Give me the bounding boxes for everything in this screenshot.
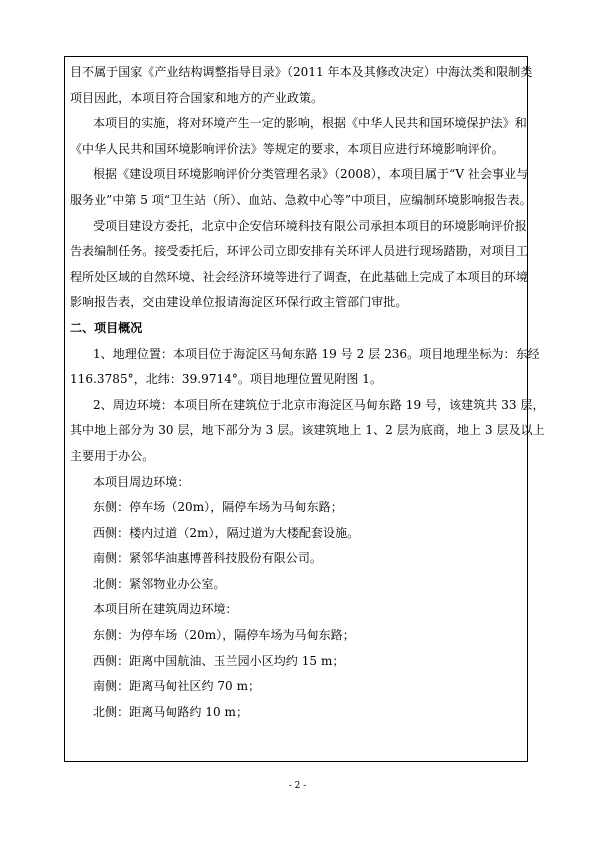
paragraph-line: 项目因此，本项目符合国家和地方的产业政策。 [70,90,324,105]
paragraph-line: 服务业”中第 5 项“卫生站（所）、血站、急救中心等”中项目，应编制环境影响报告表。 [70,192,532,207]
paragraph-line: 南侧：紧邻华油惠博普科技股份有限公司。 [93,551,322,566]
paragraph-line: 北侧：距离马甸路约 10 m； [93,704,249,719]
paragraph-line: 西侧：楼内过道（2m），隔过道为大楼配套设施。 [93,525,360,540]
document-body [70,60,545,725]
paragraph-line: 116.3785°，北纬：39.9714°。项目地理位置见附图 1。 [70,372,383,387]
paragraph-line: 其中地上部分为 30 层，地下部分为 3 层。该建筑地上 1、2 层为底商，地上 3 层及以上 [70,423,545,438]
paragraph-line: 东侧：停车场（20m），隔停车场为马甸东路； [93,500,343,515]
paragraph-line: 程所处区域的自然环境、社会经济环境等进行了调查，在此基础上完成了本项目的环境 [70,269,528,284]
section-heading: 二、项目概况 [70,320,143,335]
paragraph-line: 主要用于办公。 [70,448,155,463]
page-number: - 2 - [288,781,307,791]
paragraph-line: 本项目周边环境： [93,474,190,489]
paragraph-line: 本项目的实施，将对环境产生一定的影响，根据《中华人民共和国环境保护法》和 [93,116,527,131]
paragraph-line: 告表编制任务。接受委托后，环评公司立即安排有关环评人员进行现场踏勘，对项目工 [70,244,528,259]
paragraph-line: 本项目所在建筑周边环境： [93,602,238,617]
paragraph-line: 2、周边环境：本项目所在建筑位于北京市海淀区马甸东路 19 号，该建筑共 33 层， [93,397,545,412]
paragraph-line: 《中华人民共和国环境影响评价法》等规定的要求，本项目应进行环境影响评价。 [70,141,504,156]
paragraph-line: 北侧：紧邻物业办公室。 [93,576,226,591]
paragraph-line: 受项目建设方委托，北京中企安信环境科技有限公司承担本项目的环境影响评价报 [93,218,527,233]
paragraph-line: 西侧：距离中国航油、玉兰园小区均约 15 m； [93,653,345,668]
paragraph-line: 南侧：距离马甸社区约 70 m； [93,679,261,694]
paragraph-line: 东侧：为停车场（20m），隔停车场为马甸东路； [93,628,355,643]
paragraph-line: 根据《建设项目环境影响评价分类管理名录》（2008），本项目属于“V 社会事业与 [93,167,529,182]
paragraph-line: 1、地理位置：本项目位于海淀区马甸东路 19 号 2 层 236。项目地理坐标为：东经 [93,346,540,361]
paragraph-line: 目不属于国家《产业结构调整指导目录》（2011 年本及其修改决定）中海汰类和限制类 [70,65,533,79]
paragraph-line: 影响报告表，交由建设单位报请海淀区环保行政主管部门审批。 [70,295,408,310]
